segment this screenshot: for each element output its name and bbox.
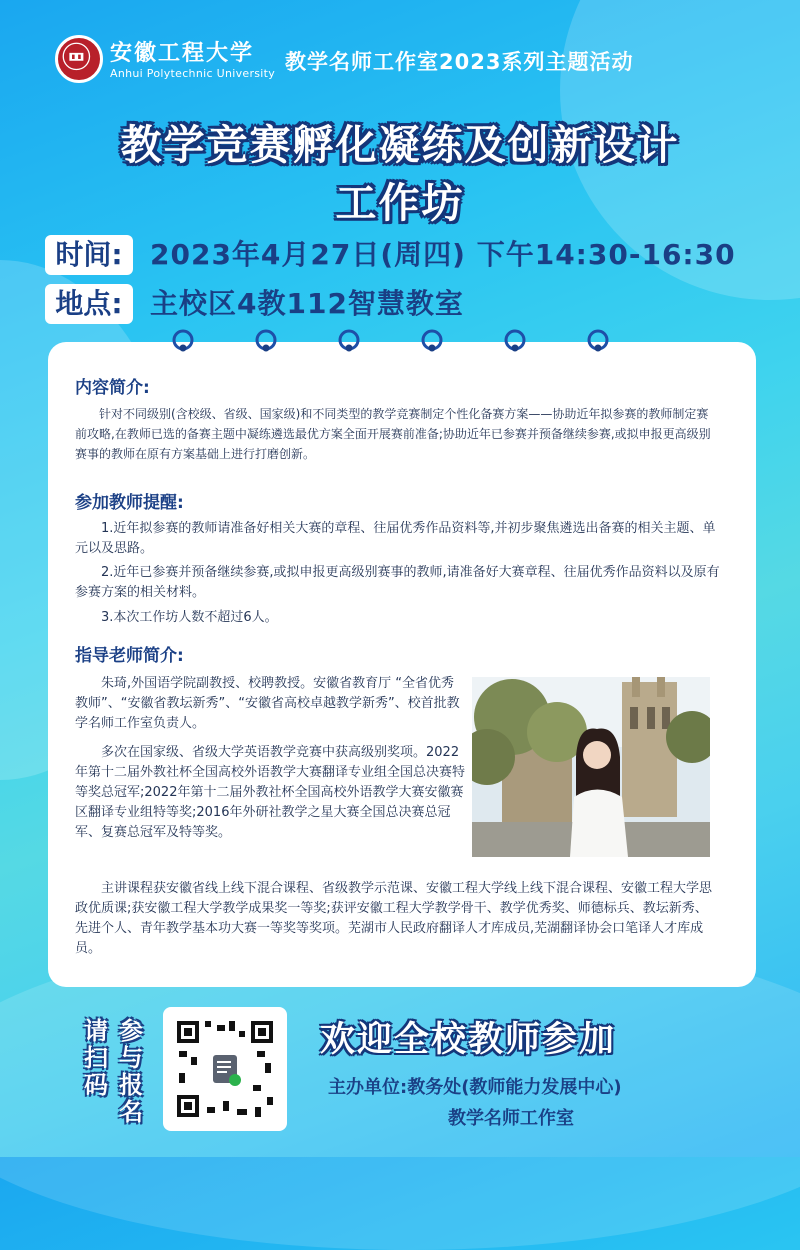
time-value: 2023年4月27日(周四) 下午14:30-16:30 bbox=[150, 238, 736, 271]
binder-ring-icon bbox=[253, 328, 279, 354]
reminder-item: 3.本次工作坊人数不超过6人。 bbox=[101, 610, 278, 625]
mentor-heading: 指导老师简介: bbox=[75, 646, 184, 666]
qr-label-col2: 参与报名 bbox=[119, 1017, 143, 1126]
intro-text: 针对不同级别(含校级、省级、国家级)和不同类型的教学竞赛制定个性化备赛方案——协助近年拟参赛的教师制定赛前攻略,在教师已选的备赛主题中凝练遴选最优方案全面开展赛前准备;协助近年已参赛并预备继续参赛,或拟申报更高级别赛事的教师在原有方案基础上进行打磨创新。 bbox=[75, 407, 711, 461]
reminder-heading: 参加教师提醒: bbox=[75, 493, 184, 513]
mentor-para-3: 主讲课程获安徽省线上线下混合课程、省级教学示范课、安徽工程大学线上线下混合课程、安徽工程大学思政优质课;获安徽工程大学教学成果奖一等奖;获评安徽工程大学教学骨干、教学优秀奖、师德标兵、教坛新秀、先进个人、青年教学基本功大赛一等奖等奖项。芜湖市人民政府翻译人才库成员,芜湖翻译协会口笔译人才库成员。 bbox=[75, 881, 713, 956]
welcome-banner: 欢迎全校教师参加 bbox=[320, 1020, 617, 1060]
binder-ring-icon bbox=[585, 328, 611, 354]
mentor-para-2: 多次在国家级、省级大学英语教学竞赛中获高级别奖项。2022年第十二届外教社杯全国高校外语教学大赛翻译专业组全国总决赛特等奖总冠军;2022年第十二届外教社杯全国高校外语教学大赛安徽赛区翻译专业组特等奖;2016年外研社教学之星大赛全国总决赛总冠军、复赛总冠军及特等奖。 bbox=[75, 745, 466, 840]
reminder-item: 2.近年已参赛并预备继续参赛,或拟申报更高级别赛事的教师,请准备好大赛章程、往届优秀作品资料以及原有参赛方案的相关材料。 bbox=[75, 565, 720, 600]
qr-label-col1: 请扫码 bbox=[84, 1017, 108, 1099]
university-logo bbox=[55, 35, 103, 83]
main-title-line1: 教学竞赛孵化凝练及创新设计 bbox=[120, 121, 680, 169]
mentor-photo bbox=[472, 677, 710, 857]
mentor-para-1: 朱琦,外国语学院副教授、校聘教授。安徽省教育厅 “全省优秀教师”、“安徽省教坛新秀”、“安徽省高校卓越教学新秀”、校首批教学名师工作室负责人。 bbox=[75, 676, 460, 731]
binder-ring-icon bbox=[336, 328, 362, 354]
place-label: 地点: bbox=[45, 284, 133, 324]
binder-ring-icon bbox=[170, 328, 196, 354]
signup-qr-code[interactable] bbox=[163, 1007, 287, 1131]
school-name-en: Anhui Polytechnic University bbox=[110, 67, 276, 80]
reminder-item: 1.近年拟参赛的教师请准备好相关大赛的章程、往届优秀作品资料等,并初步聚焦遴选出备赛的相关主题、单元以及思路。 bbox=[75, 521, 716, 556]
binder-ring-icon bbox=[502, 328, 528, 354]
place-value: 主校区4教112智慧教室 bbox=[150, 287, 464, 320]
host-unit: 主办单位:教务处(教师能力发展中心) bbox=[328, 1077, 622, 1098]
host-unit-2: 教学名师工作室 bbox=[448, 1108, 574, 1129]
binder-ring-icon bbox=[419, 328, 445, 354]
main-title-line2: 工作坊 bbox=[335, 179, 465, 227]
school-name: 安徽工程大学 bbox=[110, 40, 255, 66]
series-title: 教学名师工作室2023系列主题活动 bbox=[285, 50, 634, 74]
time-label: 时间: bbox=[45, 235, 133, 275]
intro-heading: 内容简介: bbox=[75, 378, 150, 398]
